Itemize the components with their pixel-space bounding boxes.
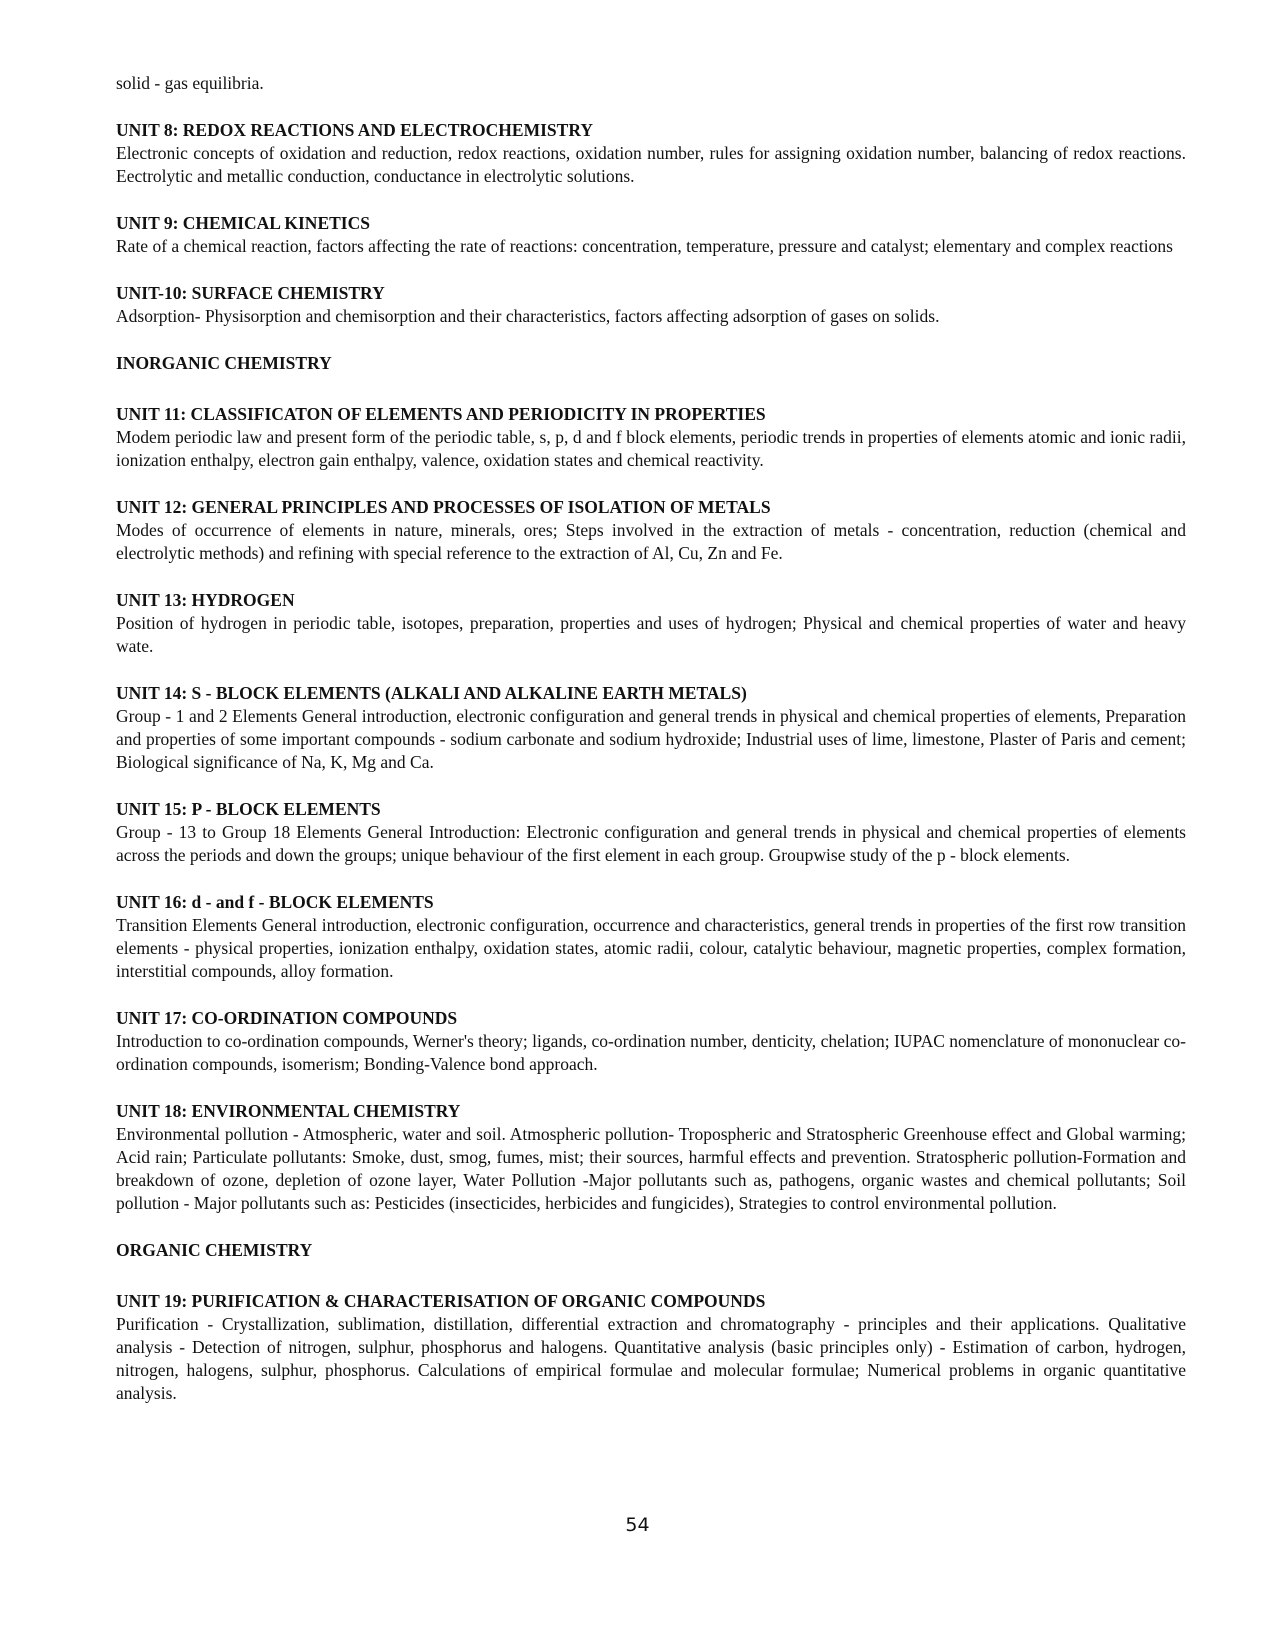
- unit-title: UNIT 9: CHEMICAL KINETICS: [116, 213, 370, 233]
- unit-title: UNIT 11: CLASSIFICATON OF ELEMENTS AND PERIODICITY IN PROPERTIES: [116, 404, 766, 424]
- unit-title: UNIT 13: HYDROGEN: [116, 590, 295, 610]
- unit-title: UNIT 17: CO-ORDINATION COMPOUNDS: [116, 1008, 458, 1028]
- document-page: [116, 72, 1186, 1429]
- unit-body: Group - 13 to Group 18 Elements General Introduction: Electronic configuration and general trends in physical and chemical properties of elements across the periods and down the groups; unique behaviour of the first element in each group. Groupwise study of the p - block elements.: [116, 822, 1186, 865]
- unit-title: UNIT 14: S - BLOCK ELEMENTS (ALKALI AND ALKALINE EARTH METALS): [116, 683, 747, 703]
- intro-text: solid - gas equilibria.: [116, 73, 264, 93]
- unit-17: [116, 1007, 1186, 1076]
- unit-9: [116, 212, 1186, 258]
- unit-11: [116, 403, 1186, 472]
- unit-title: UNIT 8: REDOX REACTIONS AND ELECTROCHEMISTRY: [116, 120, 593, 140]
- section-heading-organic: ORGANIC CHEMISTRY: [116, 1240, 313, 1260]
- unit-12: [116, 496, 1186, 565]
- unit-19: [116, 1290, 1186, 1405]
- unit-body: Position of hydrogen in periodic table, isotopes, preparation, properties and uses of hydrogen; Physical and chemical properties of water and heavy wate.: [116, 613, 1186, 656]
- unit-title: UNIT 12: GENERAL PRINCIPLES AND PROCESSES OF ISOLATION OF METALS: [116, 497, 771, 517]
- unit-15: [116, 798, 1186, 867]
- unit-body: Group - 1 and 2 Elements General introduction, electronic configuration and general trends in physical and chemical properties of elements, Preparation and properties of some important compounds - sodium carbonate and sodium hydroxide; Industrial uses of lime, limestone, Plaster of Paris and cement; Biological significance of Na, K, Mg and Ca.: [116, 706, 1186, 772]
- unit-16: [116, 891, 1186, 983]
- unit-body: Purification - Crystallization, sublimation, distillation, differential extraction and chromatography - principles and their applications. Qualitative analysis - Detection of nitrogen, sulphur, phosphorus and halogens. Quantitative analysis (basic principles only) - Estimation of carbon, hydrogen, nitrogen, halogens, sulphur, phosphorus. Calculations of empirical formulae and molecular formulae; Numerical problems in organic quantitative analysis.: [116, 1314, 1186, 1403]
- page-number: 54: [625, 1514, 650, 1536]
- section-heading-inorganic: INORGANIC CHEMISTRY: [116, 353, 332, 373]
- unit-body: Environmental pollution - Atmospheric, water and soil. Atmospheric pollution- Tropospheric and Stratospheric Greenhouse effect and Global warming; Acid rain; Particulate pollutants: Smoke, dust, smog, fumes, mist; their sources, harmful effects and prevention. Stratospheric pollution-Formation and breakdown of ozone, depletion of ozone layer, Water Pollution -Major pollutants such as, pathogens, organic wastes and chemical pollutants; Soil pollution - Major pollutants such as: Pesticides (insecticides, herbicides and fungicides), Strategies to control environmental pollution.: [116, 1124, 1186, 1213]
- unit-body: Modem periodic law and present form of the periodic table, s, p, d and f block elements, periodic trends in properties of elements atomic and ionic radii, ionization enthalpy, electron gain enthalpy, valence, oxidation states and chemical reactivity.: [116, 427, 1186, 470]
- unit-title: UNIT 16: d - and f - BLOCK ELEMENTS: [116, 892, 434, 912]
- unit-body: Rate of a chemical reaction, factors affecting the rate of reactions: concentration, temperature, pressure and catalyst; elementary and complex reactions: [116, 236, 1173, 256]
- unit-13: [116, 589, 1186, 658]
- unit-8: [116, 119, 1186, 188]
- unit-14: [116, 682, 1186, 774]
- unit-title: UNIT-10: SURFACE CHEMISTRY: [116, 283, 385, 303]
- unit-title: UNIT 19: PURIFICATION & CHARACTERISATION OF ORGANIC COMPOUNDS: [116, 1291, 766, 1311]
- unit-title: UNIT 18: ENVIRONMENTAL CHEMISTRY: [116, 1101, 461, 1121]
- unit-body: Introduction to co-ordination compounds, Werner's theory; ligands, co-ordination number, denticity, chelation; IUPAC nomenclature of mononuclear co-ordination compounds, isomerism; Bonding-Valence bond approach.: [116, 1031, 1186, 1074]
- unit-body: Electronic concepts of oxidation and reduction, redox reactions, oxidation number, rules for assigning oxidation number, balancing of redox reactions. Eectrolytic and metallic conduction, conductance in electrolytic solutions.: [116, 143, 1186, 186]
- unit-title: UNIT 15: P - BLOCK ELEMENTS: [116, 799, 381, 819]
- unit-body: Transition Elements General introduction, electronic configuration, occurrence and characteristics, general trends in properties of the first row transition elements - physical properties, ionization enthalpy, oxidation states, atomic radii, colour, catalytic behaviour, magnetic properties, complex formation, interstitial compounds, alloy formation.: [116, 915, 1186, 981]
- unit-18: [116, 1100, 1186, 1215]
- unit-10: [116, 282, 1186, 328]
- unit-body: Modes of occurrence of elements in nature, minerals, ores; Steps involved in the extraction of metals - concentration, reduction (chemical and electrolytic methods) and refining with special reference to the extraction of Al, Cu, Zn and Fe.: [116, 520, 1186, 563]
- unit-body: Adsorption- Physisorption and chemisorption and their characteristics, factors affecting adsorption of gases on solids.: [116, 306, 940, 326]
